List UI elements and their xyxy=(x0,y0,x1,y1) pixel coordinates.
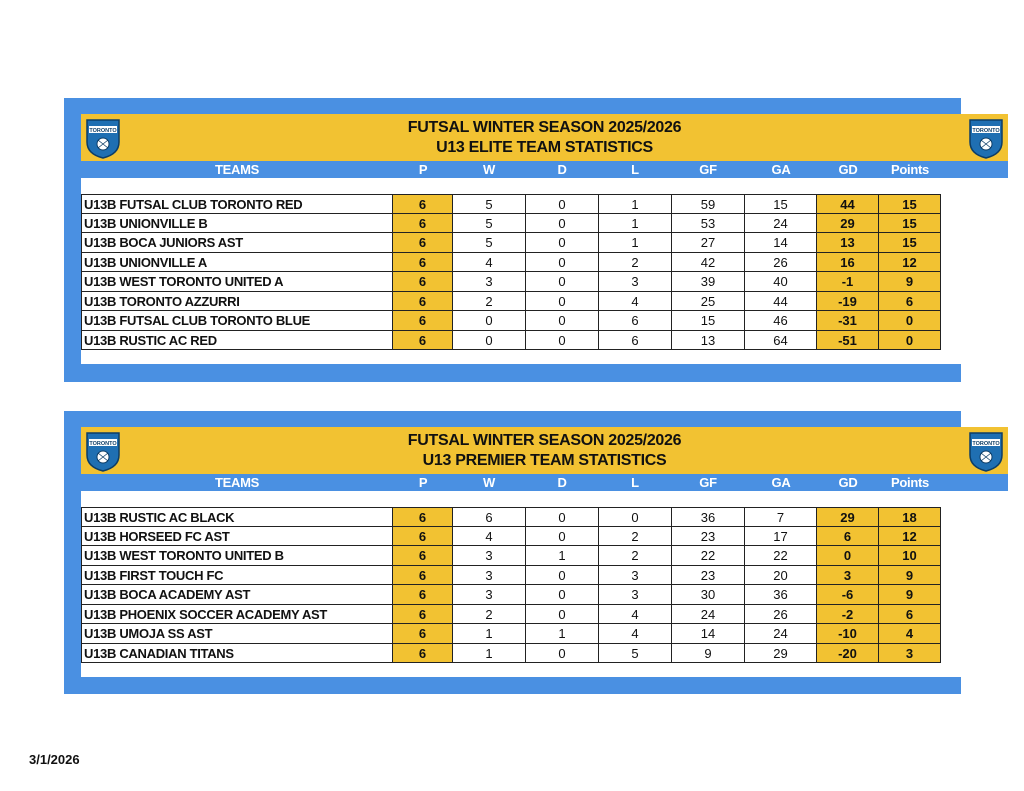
table-row xyxy=(81,644,1008,664)
cell-gf: 23 xyxy=(672,566,745,586)
cell-d: 0 xyxy=(526,292,599,312)
cell-team: U13B BOCA ACADEMY AST xyxy=(81,585,393,605)
column-header-p: P xyxy=(418,162,428,177)
cell-team: U13B UMOJA SS AST xyxy=(81,624,393,644)
table-footer-strip xyxy=(81,663,1008,677)
cell-ga: 24 xyxy=(745,624,817,644)
cell-ga: 44 xyxy=(745,292,817,312)
cell-ga: 24 xyxy=(745,214,817,234)
cell-ga: 14 xyxy=(745,233,817,253)
cell-w: 0 xyxy=(453,311,526,331)
cell-l: 6 xyxy=(599,331,672,351)
cell-team: U13B BOCA JUNIORS AST xyxy=(81,233,393,253)
cell-gf: 9 xyxy=(672,644,745,664)
cell-team: U13B RUSTIC AC BLACK xyxy=(81,507,393,527)
toronto-crest-icon xyxy=(967,116,1005,160)
toronto-crest-icon xyxy=(967,429,1005,473)
cell-pts: 15 xyxy=(879,214,941,234)
cell-gf: 13 xyxy=(672,331,745,351)
table-row xyxy=(81,331,1008,351)
cell-d: 1 xyxy=(526,624,599,644)
cell-l: 6 xyxy=(599,311,672,331)
table-row xyxy=(81,624,1008,644)
cell-gf: 27 xyxy=(672,233,745,253)
cell-l: 0 xyxy=(599,507,672,527)
cell-pts: 3 xyxy=(879,644,941,664)
cell-d: 0 xyxy=(526,644,599,664)
cell-l: 2 xyxy=(599,527,672,547)
cell-gf: 24 xyxy=(672,605,745,625)
cell-ga: 15 xyxy=(745,194,817,214)
cell-gf: 39 xyxy=(672,272,745,292)
cell-pts: 6 xyxy=(879,605,941,625)
column-header-l: L xyxy=(631,162,639,177)
column-header-w: W xyxy=(483,162,495,177)
table-row xyxy=(81,605,1008,625)
cell-w: 0 xyxy=(453,331,526,351)
cell-l: 4 xyxy=(599,292,672,312)
cell-ga: 29 xyxy=(745,644,817,664)
cell-ga: 40 xyxy=(745,272,817,292)
column-header-gf: GF xyxy=(699,162,717,177)
cell-team: U13B WEST TORONTO UNITED A xyxy=(81,272,393,292)
cell-team: U13B FIRST TOUCH FC xyxy=(81,566,393,586)
table-title-banner xyxy=(81,427,1008,474)
cell-ga: 17 xyxy=(745,527,817,547)
cell-gd: -31 xyxy=(817,311,879,331)
column-header-w: W xyxy=(483,475,495,490)
cell-d: 0 xyxy=(526,585,599,605)
cell-p: 6 xyxy=(393,194,453,214)
crest-text: TORONTO xyxy=(972,128,1000,134)
cell-gf: 23 xyxy=(672,527,745,547)
cell-gd: 13 xyxy=(817,233,879,253)
cell-team: U13B UNIONVILLE B xyxy=(81,214,393,234)
cell-pts: 18 xyxy=(879,507,941,527)
cell-pts: 9 xyxy=(879,272,941,292)
cell-w: 4 xyxy=(453,527,526,547)
cell-w: 2 xyxy=(453,292,526,312)
cell-gf: 25 xyxy=(672,292,745,312)
cell-gd: 44 xyxy=(817,194,879,214)
standings-panel-premier xyxy=(64,411,1000,694)
cell-d: 0 xyxy=(526,331,599,351)
column-header-gd: GD xyxy=(838,475,858,490)
cell-gf: 36 xyxy=(672,507,745,527)
table-title-banner xyxy=(81,114,1008,161)
division-title: U13 ELITE TEAM STATISTICS xyxy=(436,139,653,156)
cell-p: 6 xyxy=(393,507,453,527)
cell-d: 1 xyxy=(526,546,599,566)
cell-w: 3 xyxy=(453,546,526,566)
header-spacer xyxy=(81,178,1008,194)
cell-w: 3 xyxy=(453,566,526,586)
cell-gf: 53 xyxy=(672,214,745,234)
cell-team: U13B FUTSAL CLUB TORONTO BLUE xyxy=(81,311,393,331)
cell-pts: 15 xyxy=(879,194,941,214)
cell-d: 0 xyxy=(526,527,599,547)
standings-table xyxy=(81,194,1008,350)
column-header-d: D xyxy=(557,475,567,490)
cell-p: 6 xyxy=(393,585,453,605)
table-row xyxy=(81,566,1008,586)
column-header-ga: GA xyxy=(771,475,791,490)
cell-gf: 15 xyxy=(672,311,745,331)
cell-w: 4 xyxy=(453,253,526,273)
table-row xyxy=(81,253,1008,273)
cell-l: 3 xyxy=(599,585,672,605)
cell-gf: 14 xyxy=(672,624,745,644)
cell-ga: 26 xyxy=(745,605,817,625)
cell-p: 6 xyxy=(393,253,453,273)
cell-pts: 9 xyxy=(879,566,941,586)
crest-text: TORONTO xyxy=(89,128,117,134)
cell-ga: 36 xyxy=(745,585,817,605)
cell-gd: 29 xyxy=(817,507,879,527)
table-footer-strip xyxy=(81,350,1008,364)
cell-d: 0 xyxy=(526,605,599,625)
cell-ga: 22 xyxy=(745,546,817,566)
cell-gd: -2 xyxy=(817,605,879,625)
cell-pts: 12 xyxy=(879,527,941,547)
cell-d: 0 xyxy=(526,566,599,586)
cell-pts: 0 xyxy=(879,311,941,331)
cell-l: 3 xyxy=(599,566,672,586)
table-row xyxy=(81,272,1008,292)
cell-ga: 26 xyxy=(745,253,817,273)
cell-pts: 4 xyxy=(879,624,941,644)
column-header-gd: GD xyxy=(838,162,858,177)
cell-l: 1 xyxy=(599,214,672,234)
cell-gd: 29 xyxy=(817,214,879,234)
cell-team: U13B WEST TORONTO UNITED B xyxy=(81,546,393,566)
season-title: FUTSAL WINTER SEASON 2025/2026 xyxy=(407,432,682,449)
cell-w: 1 xyxy=(453,624,526,644)
cell-ga: 46 xyxy=(745,311,817,331)
cell-team: U13B RUSTIC AC RED xyxy=(81,331,393,351)
cell-w: 5 xyxy=(453,233,526,253)
cell-gd: 0 xyxy=(817,546,879,566)
toronto-crest-icon xyxy=(84,116,122,160)
cell-p: 6 xyxy=(393,233,453,253)
column-header-p: P xyxy=(418,475,428,490)
cell-w: 5 xyxy=(453,194,526,214)
cell-p: 6 xyxy=(393,214,453,234)
table-row xyxy=(81,527,1008,547)
cell-gd: -20 xyxy=(817,644,879,664)
cell-d: 0 xyxy=(526,214,599,234)
table-row xyxy=(81,292,1008,312)
header-spacer xyxy=(81,491,1008,507)
standings-panel-elite xyxy=(64,98,1000,382)
table-row xyxy=(81,546,1008,566)
cell-l: 1 xyxy=(599,233,672,253)
cell-pts: 12 xyxy=(879,253,941,273)
cell-w: 5 xyxy=(453,214,526,234)
cell-d: 0 xyxy=(526,233,599,253)
cell-pts: 0 xyxy=(879,331,941,351)
cell-p: 6 xyxy=(393,624,453,644)
column-header-teams: TEAMS xyxy=(214,162,259,177)
cell-p: 6 xyxy=(393,311,453,331)
column-header-points: Points xyxy=(891,162,929,177)
cell-d: 0 xyxy=(526,507,599,527)
table-row xyxy=(81,214,1008,234)
cell-p: 6 xyxy=(393,527,453,547)
cell-d: 0 xyxy=(526,194,599,214)
cell-ga: 20 xyxy=(745,566,817,586)
cell-team: U13B TORONTO AZZURRI xyxy=(81,292,393,312)
cell-w: 3 xyxy=(453,585,526,605)
cell-gd: -6 xyxy=(817,585,879,605)
column-header-teams: TEAMS xyxy=(214,475,259,490)
cell-gf: 22 xyxy=(672,546,745,566)
cell-team: U13B FUTSAL CLUB TORONTO RED xyxy=(81,194,393,214)
cell-gd: -51 xyxy=(817,331,879,351)
column-header-gf: GF xyxy=(699,475,717,490)
crest-text: TORONTO xyxy=(972,441,1000,447)
table-row xyxy=(81,233,1008,253)
column-header-row xyxy=(81,161,1008,178)
table-row xyxy=(81,311,1008,331)
cell-ga: 64 xyxy=(745,331,817,351)
cell-p: 6 xyxy=(393,644,453,664)
cell-pts: 6 xyxy=(879,292,941,312)
cell-d: 0 xyxy=(526,272,599,292)
cell-gd: 6 xyxy=(817,527,879,547)
table-row xyxy=(81,585,1008,605)
cell-w: 3 xyxy=(453,272,526,292)
cell-l: 3 xyxy=(599,272,672,292)
cell-gf: 30 xyxy=(672,585,745,605)
cell-p: 6 xyxy=(393,566,453,586)
cell-gf: 42 xyxy=(672,253,745,273)
cell-gd: -1 xyxy=(817,272,879,292)
cell-p: 6 xyxy=(393,292,453,312)
cell-l: 2 xyxy=(599,253,672,273)
cell-gd: -19 xyxy=(817,292,879,312)
cell-pts: 9 xyxy=(879,585,941,605)
column-header-d: D xyxy=(557,162,567,177)
crest-text: TORONTO xyxy=(89,441,117,447)
print-date: 3/1/2026 xyxy=(29,752,80,767)
cell-gd: 3 xyxy=(817,566,879,586)
cell-p: 6 xyxy=(393,272,453,292)
cell-p: 6 xyxy=(393,605,453,625)
column-header-ga: GA xyxy=(771,162,791,177)
cell-w: 2 xyxy=(453,605,526,625)
cell-d: 0 xyxy=(526,311,599,331)
cell-l: 4 xyxy=(599,624,672,644)
table-row xyxy=(81,194,1008,214)
cell-d: 0 xyxy=(526,253,599,273)
division-title: U13 PREMIER TEAM STATISTICS xyxy=(422,452,667,469)
cell-pts: 10 xyxy=(879,546,941,566)
cell-l: 5 xyxy=(599,644,672,664)
cell-team: U13B UNIONVILLE A xyxy=(81,253,393,273)
column-header-row xyxy=(81,474,1008,491)
cell-gd: -10 xyxy=(817,624,879,644)
cell-p: 6 xyxy=(393,331,453,351)
column-header-l: L xyxy=(631,475,639,490)
cell-l: 1 xyxy=(599,194,672,214)
cell-l: 4 xyxy=(599,605,672,625)
cell-w: 6 xyxy=(453,507,526,527)
cell-team: U13B PHOENIX SOCCER ACADEMY AST xyxy=(81,605,393,625)
column-header-points: Points xyxy=(891,475,929,490)
toronto-crest-icon xyxy=(84,429,122,473)
cell-pts: 15 xyxy=(879,233,941,253)
cell-p: 6 xyxy=(393,546,453,566)
cell-gd: 16 xyxy=(817,253,879,273)
table-row xyxy=(81,507,1008,527)
standings-table xyxy=(81,507,1008,663)
season-title: FUTSAL WINTER SEASON 2025/2026 xyxy=(407,119,682,136)
cell-ga: 7 xyxy=(745,507,817,527)
cell-l: 2 xyxy=(599,546,672,566)
cell-w: 1 xyxy=(453,644,526,664)
cell-team: U13B HORSEED FC AST xyxy=(81,527,393,547)
cell-gf: 59 xyxy=(672,194,745,214)
cell-team: U13B CANADIAN TITANS xyxy=(81,644,393,664)
